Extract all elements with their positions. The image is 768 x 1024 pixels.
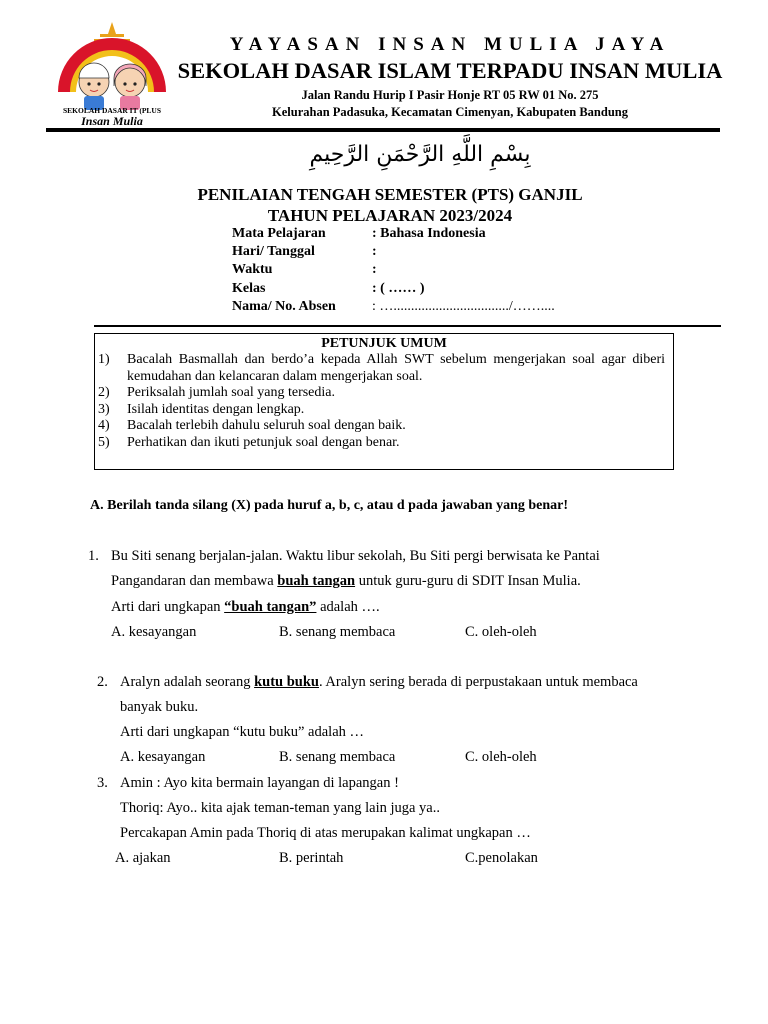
instructions-list <box>95 352 673 451</box>
answer-option-a[interactable]: A. ajakan <box>115 850 171 866</box>
question-text: Amin : Ayo kita bermain layangan di lapangan ! <box>120 775 399 791</box>
school-logo <box>48 20 176 130</box>
question-number: 3. <box>97 775 108 791</box>
answer-option-c[interactable]: C. oleh-oleh <box>465 749 537 765</box>
emphasized-phrase: buah tangan <box>277 573 356 589</box>
question-number: 1. <box>88 548 99 564</box>
text-segment: Pangandaran dan membawa <box>111 573 278 589</box>
meta-value: : Bahasa Indonesia <box>372 226 486 241</box>
instructions-title: PETUNJUK UMUM <box>321 336 447 351</box>
text-segment: adalah …. <box>316 599 380 615</box>
question-text: Thoriq: Ayo.. kita ajak teman-teman yang lain juga ya.. <box>120 800 440 816</box>
meta-row-name <box>232 299 555 315</box>
answer-option-b[interactable]: B. senang membaca <box>279 624 396 640</box>
meta-label: Nama/ No. Absen <box>232 299 336 314</box>
meta-label: Mata Pelajaran <box>232 226 326 241</box>
section-a-instruction: A. Berilah tanda silang (X) pada huruf a, b, c, atau d pada jawaban yang benar! <box>90 498 569 513</box>
emphasized-phrase: “buah tangan” <box>224 599 317 615</box>
instruction-number: 5) <box>98 434 110 450</box>
answer-option-c[interactable]: C.penolakan <box>465 850 538 866</box>
instruction-number: 4) <box>98 418 110 433</box>
text-segment: . Aralyn sering berada di perpustakaan untuk membaca <box>318 674 638 690</box>
meta-label: Waktu <box>232 262 273 277</box>
instruction-text: Bacalah Basmallah dan berdo’a kepada Allah SWT sebelum mengerjakan soal agar diberi kemudahan dan kelancaran dalam mengerjakan soal. <box>127 352 665 384</box>
meta-label: Hari/ Tanggal <box>232 244 315 259</box>
general-instructions-box <box>94 333 674 470</box>
meta-row-class <box>232 281 425 297</box>
question-text <box>120 674 638 691</box>
text-segment: untuk guru-guru di SDIT Insan Mulia. <box>355 573 581 589</box>
meta-row-time <box>232 262 377 278</box>
meta-divider <box>94 325 721 327</box>
question-text: Bu Siti senang berjalan-jalan. Waktu libur sekolah, Bu Siti pergi berwisata ke Pantai <box>111 548 600 564</box>
basmalah-text: بِسْمِ اللَّهِ الرَّحْمَنِ الرَّحِيمِ <box>309 142 531 167</box>
logo-text-top: SEKOLAH DASAR IT (PLUS <box>62 106 161 115</box>
meta-row-date <box>232 244 377 260</box>
answer-option-b[interactable]: B. senang membaca <box>279 749 396 765</box>
answer-option-b[interactable]: B. perintah <box>279 850 344 866</box>
answer-option-a[interactable]: A. kesayangan <box>111 624 197 640</box>
exam-title: PENILAIAN TENGAH SEMESTER (PTS) GANJIL <box>197 185 583 204</box>
instruction-item <box>95 402 673 419</box>
instruction-item <box>95 352 673 385</box>
text-segment: Arti dari ungkapan <box>111 599 225 615</box>
text-segment: Aralyn adalah seorang <box>120 674 255 690</box>
instruction-text: Perhatikan dan ikuti petunjuk soal dengan benar. <box>127 434 400 450</box>
question-text: banyak buku. <box>120 699 199 715</box>
logo-text-bottom: Insan Mulia <box>81 114 143 128</box>
instruction-number: 1) <box>98 352 110 367</box>
question-prompt <box>111 599 380 616</box>
meta-value: : <box>372 262 377 277</box>
answer-option-c[interactable]: C. oleh-oleh <box>465 624 537 640</box>
instruction-item <box>95 385 673 402</box>
question-number: 2. <box>97 674 108 690</box>
answer-option-a[interactable]: A. kesayangan <box>120 749 206 765</box>
meta-value: : <box>372 244 377 259</box>
meta-value: : ( …… ) <box>372 281 425 296</box>
address-line-1: Jalan Randu Hurip I Pasir Honje RT 05 RW 01 No. 275 <box>301 88 599 102</box>
question-prompt: Percakapan Amin pada Thoriq di atas merupakan kalimat ungkapan … <box>120 825 531 841</box>
question-text <box>111 573 581 590</box>
address-line-2: Kelurahan Padasuka, Kecamatan Cimenyan, Kabupaten Bandung <box>272 105 628 119</box>
foundation-name: YAYASAN INSAN MULIA JAYA <box>229 34 671 55</box>
meta-row-subject <box>232 226 486 242</box>
instruction-text: Periksalah jumlah soal yang tersedia. <box>127 385 335 400</box>
instruction-item <box>95 435 673 452</box>
instruction-item <box>95 418 673 435</box>
instruction-text: Isilah identitas dengan lengkap. <box>127 401 305 417</box>
school-name: SEKOLAH DASAR ISLAM TERPADU INSAN MULIA <box>177 58 723 83</box>
emphasized-phrase: kutu buku <box>254 674 319 690</box>
instruction-number: 2) <box>98 385 110 400</box>
instruction-number: 3) <box>98 401 110 417</box>
basmalah-calligraphy <box>285 138 555 172</box>
exam-year: TAHUN PELAJARAN 2023/2024 <box>267 206 513 225</box>
meta-label: Kelas <box>232 281 266 296</box>
instruction-text: Bacalah terlebih dahulu seluruh soal dengan baik. <box>127 418 406 433</box>
meta-value: : …................................./…….... <box>372 299 555 314</box>
question-prompt: Arti dari ungkapan “kutu buku” adalah … <box>120 724 365 740</box>
header-divider <box>46 128 720 132</box>
